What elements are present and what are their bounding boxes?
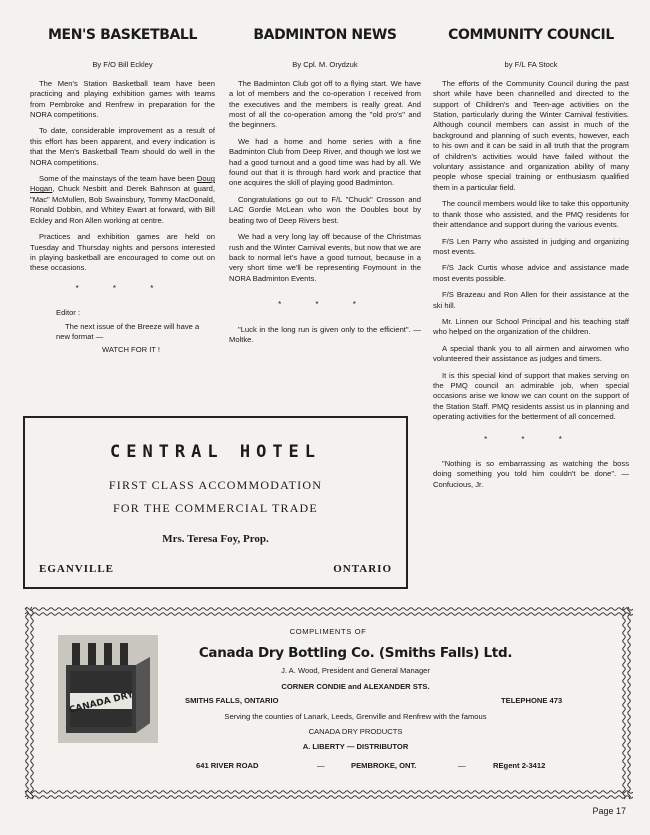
council-paragraph: The efforts of the Community Council during the past short while have been channelled and directed to the support of Children's and Teen-age activities on the Station, particularly during the Winter Carnival festivities. Although council members can assist in much of the background and planning of such events, however, each to his own and it can be said in all truth that the program of children's activities would have failed without the voluntary assistance and organization ability of many people whose special training or enthusiasm qualified them in a particular field. [433, 78, 629, 192]
ad-corner: CORNER CONDIE and ALEXANDER STS. [281, 682, 430, 691]
separator-stars: * * * [278, 300, 372, 310]
badminton-paragraph: Congratulations go out to F/L "Chuck" Crosson and LAC Gordie McLean who won the Doubles bout by beating two of Deep Rivers best. [229, 194, 421, 225]
council-paragraph: Mr. Linnen our School Principal and his teaching staff who helped on the organization of the children. [433, 316, 629, 337]
ad-phone: REgent 2-3412 [493, 761, 546, 770]
ad-products: CANADA DRY PRODUCTS [308, 727, 403, 736]
underlined-player-name: Doug Hogan [30, 174, 215, 194]
editor-label: Editor : [56, 308, 81, 318]
hotel-town: EGANVILLE [39, 563, 115, 575]
carton-label: CANADA DRY [68, 690, 135, 716]
ad-distributor: A. LIBERTY — DISTRIBUTOR [302, 742, 409, 751]
editor-text: The next issue of the Breeze will have a new format — [56, 321, 200, 341]
basketball-paragraph [30, 174, 215, 226]
canada-dry-ad [23, 605, 633, 801]
hotel-proprietor: Mrs. Teresa Foy, Prop. [162, 533, 269, 545]
badminton-heading: BADMINTON NEWS [253, 27, 397, 43]
basketball-heading: MEN'S BASKETBALL [48, 27, 197, 43]
badminton-paragraph: The Badminton Club got off to a flying start. We have a lot of members and the co-operation I received from the executives and the members is really great. And most of all the co-operation among the "old pro's" and the beginners. [229, 78, 421, 130]
council-paragraph: The council members would like to take this opportunity to thank those who assisted, and the PMQ residents for their attendance and support during the various events. [433, 199, 629, 230]
badminton-column [229, 27, 421, 351]
council-paragraph: F/S Len Parry who assisted in judging and organizing most events. [433, 236, 629, 256]
hotel-name: CENTRAL HOTEL [109, 442, 322, 462]
ad-road: 641 RIVER ROAD [196, 761, 259, 770]
ad-city: SMITHS FALLS, ONTARIO [185, 696, 279, 705]
council-paragraph: F/S Jack Curtis whose advice and assistance made most events possible. [433, 263, 629, 283]
basketball-p3-post: , Chuck Nesbitt and Derek Bahnson at guard, "Mac" McMullen, Bob Swainsbury, Tommy MacDonald, Ronald Dobbin, and Whitey Ewart at forward, with Bill Eckley and Ron Allen working at centre. [30, 184, 215, 225]
hotel-line-1: FIRST CLASS ACCOMMODATION [108, 478, 323, 492]
editor-note [56, 308, 206, 356]
badminton-paragraph: We had a very long lay off because of the Christmas rush and the Winter Carnival events, but now that we are back to normal let's have a good turnout, because in a very short time we'll be representing Foymount in the NORA Badminton Events. [229, 232, 421, 283]
basketball-paragraph: The Men's Station Basketball team have been practicing and playing exhibition games with teams from Pembroke and Renfrew in preparation for the NORA competitions. [30, 78, 215, 120]
council-paragraph: A special thank you to all airmen and airwomen who volunteered their assistance as judges and timers. [433, 343, 629, 364]
council-paragraph: F/S Brazeau and Ron Allen for their assistance at the ski hill. [433, 290, 629, 310]
central-hotel-ad [23, 416, 408, 589]
basketball-paragraph: To date, considerable improvement as a result of this effort has been apparent, and every indication is that the Men's Basketball Team should do well in the NORA competitions. [30, 126, 215, 167]
ad-company-name: Canada Dry Bottling Co. (Smiths Falls) Ltd. [198, 645, 513, 661]
badminton-paragraph: We had a home and home series with a fine Badminton Club from Deep River, and though we lost we had a good turnout and a good time was had by all. We found out that it is through hard work and practice that one acquires the skill of playing good Badminton. [229, 136, 421, 188]
hotel-line-2: FOR THE COMMERCIAL TRADE [113, 501, 318, 515]
ad-telephone: TELEPHONE 473 [501, 696, 563, 705]
basketball-p3-pre: Some of the mainstays of the team have been [39, 174, 197, 184]
editor-watch: WATCH FOR IT ! [101, 345, 161, 355]
ad-dash: — [458, 761, 466, 770]
ad-serving: Serving the counties of Lanark, Leeds, Grenville and Renfrew with the famous [224, 712, 487, 721]
hotel-province: ONTARIO [333, 563, 392, 575]
council-quote: "Nothing is so embarrassing as watching the boss doing something you told him couldn't be done". — Confucious, Jr. [433, 459, 629, 489]
basketball-column [30, 27, 215, 359]
ad-pembroke: PEMBROKE, ONT. [351, 761, 417, 770]
badminton-byline: By Cpl. M. Orydzuk [292, 60, 358, 70]
council-paragraph: It is this special kind of support that makes serving on the PMQ council an admirable job, when special occasions arise we know we can count on the support of the Station Staff. PMQ residents assist us in planning and operating activities for the betterment of all concerned. [433, 370, 629, 422]
ad-dash: — [317, 761, 325, 770]
ad-president: J. A. Wood, President and General Manager [281, 666, 430, 675]
ad-compliments: COMPLIMENTS OF [289, 627, 367, 636]
separator-stars: * * * [484, 434, 578, 444]
council-byline: by F/L FA Stock [504, 60, 558, 70]
council-column [433, 27, 629, 496]
page-number: Page 17 [592, 806, 626, 816]
basketball-byline: By F/O Bill Eckley [92, 60, 153, 70]
separator-stars: * * * [75, 283, 170, 293]
badminton-quote: "Luck in the long run is given only to the efficient". — Moltke. [229, 324, 421, 344]
basketball-paragraph: Practices and exhibition games are held on Tuesday and Thursday nights and persons interested in playing basketball are encouraged to come out on these occasions. [30, 232, 215, 273]
council-heading: COMMUNITY COUNCIL [448, 27, 614, 43]
